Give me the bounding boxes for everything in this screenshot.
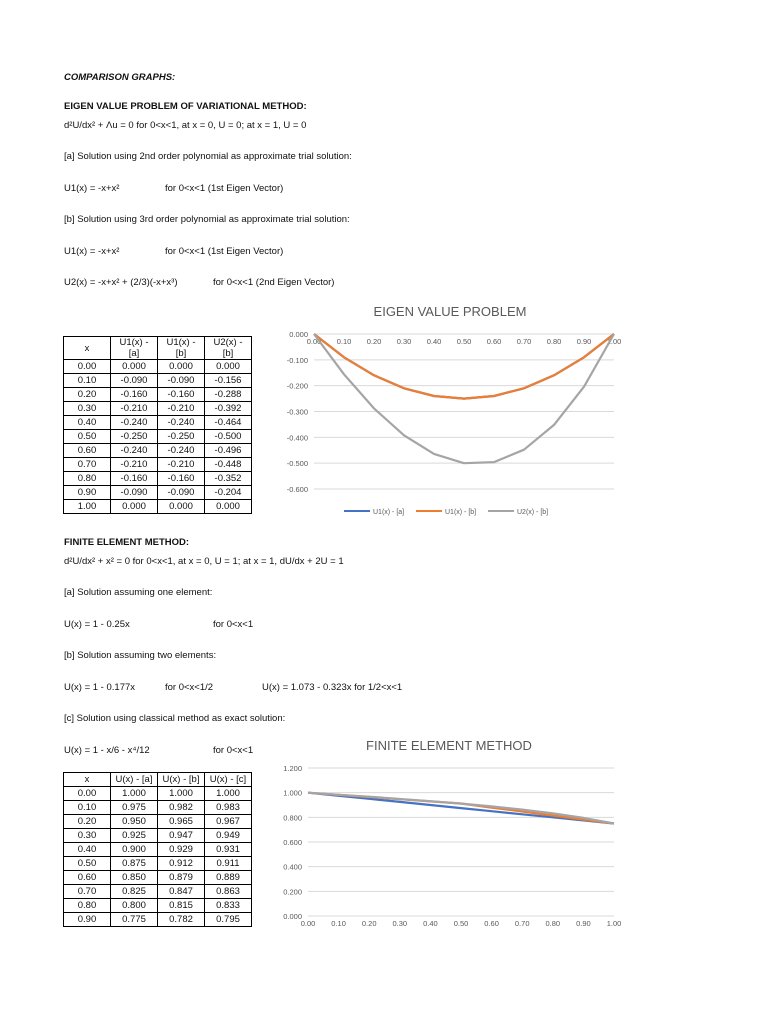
table-cell: 1.000 xyxy=(158,787,205,801)
table-cell: -0.288 xyxy=(205,388,252,402)
table-cell: 0.20 xyxy=(64,815,111,829)
legend-label: U1(x) - [b] xyxy=(445,509,477,516)
table-cell: 0.889 xyxy=(205,871,252,885)
y-tick-label: -0.400 xyxy=(286,433,308,443)
table-cell: -0.240 xyxy=(158,444,205,458)
table-cell: -0.160 xyxy=(111,388,158,402)
table-cell: 0.965 xyxy=(158,815,205,829)
fem-data-table xyxy=(63,772,252,927)
table-cell: -0.500 xyxy=(205,430,252,444)
y-tick-label: -0.300 xyxy=(286,407,308,417)
fem-header-cell: U(x) - [c] xyxy=(205,773,252,787)
table-row xyxy=(64,458,252,472)
x-tick-label: 0.80 xyxy=(546,337,562,346)
table-cell: 0.949 xyxy=(205,829,252,843)
table-row xyxy=(64,829,252,843)
table-row xyxy=(64,871,252,885)
table-cell: 0.20 xyxy=(64,388,111,402)
y-tick-label: -0.100 xyxy=(286,355,308,365)
fem-part-a: [a] Solution assuming one element: xyxy=(64,587,213,598)
table-cell: 0.50 xyxy=(64,430,111,444)
evp-a-range: for 0<x<1 (1st Eigen Vector) xyxy=(165,183,284,194)
table-cell: 0.782 xyxy=(158,913,205,927)
evp-b-equation-2: U2(x) = -x+x² + (2/3)(-x+x³) xyxy=(64,277,178,288)
table-cell: -0.240 xyxy=(111,444,158,458)
table-cell: -0.210 xyxy=(158,402,205,416)
x-tick-label: 0.70 xyxy=(516,337,532,346)
evp-header-cell: U2(x) - [b] xyxy=(205,337,252,360)
evp-b-range-1: for 0<x<1 (1st Eigen Vector) xyxy=(165,246,284,257)
table-row xyxy=(64,388,252,402)
table-cell: 0.911 xyxy=(205,857,252,871)
y-tick-label: 1.000 xyxy=(283,788,302,798)
fem-part-c: [c] Solution using classical method as exact solution: xyxy=(64,713,286,724)
evp-header-row xyxy=(64,337,252,360)
x-tick-label: 0.90 xyxy=(576,919,591,928)
y-tick-label: 0.200 xyxy=(283,887,302,897)
y-tick-label: -0.600 xyxy=(286,485,308,494)
table-cell: 0.950 xyxy=(111,815,158,829)
table-row xyxy=(64,430,252,444)
table-cell: 0.000 xyxy=(111,500,158,514)
x-tick-label: 0.90 xyxy=(576,337,592,346)
evp-equation: d²U/dx² + Λu = 0 for 0<x<1, at x = 0, U = 0; at x = 1, U = 0 xyxy=(64,120,307,131)
table-cell: 0.795 xyxy=(205,913,252,927)
fem-title: FINITE ELEMENT METHOD: xyxy=(64,537,190,548)
table-cell: -0.156 xyxy=(205,374,252,388)
y-tick-label: 0.800 xyxy=(283,813,302,823)
table-cell: -0.210 xyxy=(158,458,205,472)
fem-a-equation: U(x) = 1 - 0.25x xyxy=(64,619,130,630)
x-tick-label: 1.00 xyxy=(606,919,622,928)
table-cell: -0.250 xyxy=(111,430,158,444)
table-row xyxy=(64,486,252,500)
x-tick-label: 0.40 xyxy=(426,337,442,346)
table-cell: 0.775 xyxy=(111,913,158,927)
x-tick-label: 1.00 xyxy=(606,337,622,346)
x-tick-label: 0.10 xyxy=(331,919,346,928)
table-cell: 1.000 xyxy=(111,787,158,801)
table-cell: -0.210 xyxy=(111,458,158,472)
table-cell: -0.210 xyxy=(111,402,158,416)
table-cell: -0.392 xyxy=(205,402,252,416)
evp-header-cell: x xyxy=(64,337,111,360)
table-row xyxy=(64,444,252,458)
table-cell: -0.250 xyxy=(158,430,205,444)
x-tick-label: 0.50 xyxy=(453,919,469,928)
table-cell: 0.000 xyxy=(111,360,158,374)
fem-chart-svg xyxy=(262,734,632,934)
fem-header-row xyxy=(64,773,252,787)
table-row xyxy=(64,416,252,430)
table-cell: 0.10 xyxy=(64,801,111,815)
evp-part-b: [b] Solution using 3rd order polynomial as approximate trial solution: xyxy=(64,214,350,225)
x-tick-label: 0.30 xyxy=(396,337,412,346)
table-cell: -0.090 xyxy=(158,374,205,388)
x-tick-label: 0.70 xyxy=(514,919,530,928)
table-cell: 0.875 xyxy=(111,857,158,871)
evp-header-cell: U1(x) - [b] xyxy=(158,337,205,360)
table-cell: 0.850 xyxy=(111,871,158,885)
evp-chart-svg xyxy=(268,300,632,522)
evp-part-a: [a] Solution using 2nd order polynomial as approximate trial solution: xyxy=(64,151,352,162)
table-cell: -0.496 xyxy=(205,444,252,458)
fem-c-equation: U(x) = 1 - x/6 - x⁴/12 xyxy=(64,745,150,756)
table-cell: 0.000 xyxy=(158,360,205,374)
fem-a-range: for 0<x<1 xyxy=(213,619,254,630)
x-tick-label: 0.80 xyxy=(545,919,561,928)
y-tick-label: 0.000 xyxy=(289,330,308,339)
table-row xyxy=(64,787,252,801)
table-row xyxy=(64,815,252,829)
table-cell: 0.60 xyxy=(64,444,111,458)
table-cell: 0.931 xyxy=(205,843,252,857)
evp-header-cell: U1(x) - [a] xyxy=(111,337,158,360)
table-cell: 0.50 xyxy=(64,857,111,871)
table-cell: 0.912 xyxy=(158,857,205,871)
table-cell: 0.947 xyxy=(158,829,205,843)
table-cell: 0.925 xyxy=(111,829,158,843)
x-tick-label: 0.60 xyxy=(484,919,499,928)
table-cell: 1.000 xyxy=(205,787,252,801)
table-cell: -0.090 xyxy=(111,486,158,500)
table-cell: 0.800 xyxy=(111,899,158,913)
evp-b-equation-1: U1(x) = -x+x² xyxy=(64,246,120,257)
table-cell: -0.240 xyxy=(158,416,205,430)
x-tick-label: 0.40 xyxy=(423,919,438,928)
table-row xyxy=(64,857,252,871)
y-tick-label: -0.500 xyxy=(286,459,308,469)
chart-title: EIGEN VALUE PROBLEM xyxy=(373,304,527,319)
legend-label: U2(x) - [b] xyxy=(517,509,549,516)
evp-chart xyxy=(268,300,632,522)
table-cell: -0.090 xyxy=(111,374,158,388)
fem-b-equation-1: U(x) = 1 - 0.177x xyxy=(64,682,136,693)
evp-data-table xyxy=(63,336,252,514)
table-row xyxy=(64,885,252,899)
table-cell: 0.825 xyxy=(111,885,158,899)
y-tick-label: 0.600 xyxy=(283,838,302,847)
x-tick-label: 0.20 xyxy=(361,919,377,928)
table-cell: -0.160 xyxy=(158,472,205,486)
fem-c-range: for 0<x<1 xyxy=(213,745,254,756)
chart-title: FINITE ELEMENT METHOD xyxy=(366,738,532,753)
table-cell: 0.000 xyxy=(158,500,205,514)
table-cell: 0.000 xyxy=(205,360,252,374)
table-cell: 0.00 xyxy=(64,787,111,801)
table-cell: 0.982 xyxy=(158,801,205,815)
table-cell: 0.70 xyxy=(64,885,111,899)
table-cell: 0.90 xyxy=(64,486,111,500)
table-cell: -0.464 xyxy=(205,416,252,430)
x-tick-label: 0.60 xyxy=(486,337,502,346)
table-cell: 0.929 xyxy=(158,843,205,857)
table-cell: -0.204 xyxy=(205,486,252,500)
fem-chart xyxy=(262,734,632,934)
y-tick-label: 0.000 xyxy=(283,912,302,921)
table-cell: 0.40 xyxy=(64,416,111,430)
table-cell: 0.80 xyxy=(64,899,111,913)
fem-header-cell: x xyxy=(64,773,111,787)
fem-header-cell: U(x) - [a] xyxy=(111,773,158,787)
y-tick-label: 0.400 xyxy=(283,862,302,872)
table-cell: -0.240 xyxy=(111,416,158,430)
table-cell: 0.975 xyxy=(111,801,158,815)
table-cell: 0.863 xyxy=(205,885,252,899)
table-cell: 0.90 xyxy=(64,913,111,927)
table-cell: 0.40 xyxy=(64,843,111,857)
table-cell: 0.00 xyxy=(64,360,111,374)
table-cell: 0.847 xyxy=(158,885,205,899)
x-tick-label: 0.00 xyxy=(300,919,316,928)
table-cell: 0.60 xyxy=(64,871,111,885)
x-tick-label: 0.30 xyxy=(392,919,408,928)
fem-b-equation-2: U(x) = 1.073 - 0.323x for 1/2<x<1 xyxy=(262,682,403,693)
table-cell: -0.352 xyxy=(205,472,252,486)
fem-part-b: [b] Solution assuming two elements: xyxy=(64,650,217,661)
y-tick-label: 1.200 xyxy=(283,764,302,773)
table-cell: -0.448 xyxy=(205,458,252,472)
x-tick-label: 0.20 xyxy=(366,337,382,346)
legend-label: U1(x) - [a] xyxy=(373,509,405,516)
y-tick-label: -0.200 xyxy=(286,381,308,391)
table-cell: 0.80 xyxy=(64,472,111,486)
table-cell: 0.30 xyxy=(64,402,111,416)
x-tick-label: 0.10 xyxy=(336,337,352,346)
page-heading: COMPARISON GRAPHS: xyxy=(64,72,176,83)
table-cell: -0.160 xyxy=(158,388,205,402)
table-cell: 0.983 xyxy=(205,801,252,815)
table-cell: 0.833 xyxy=(205,899,252,913)
table-row xyxy=(64,360,252,374)
table-cell: 0.815 xyxy=(158,899,205,913)
series-line xyxy=(308,793,614,824)
table-row xyxy=(64,801,252,815)
fem-equation: d²U/dx² + x² = 0 for 0<x<1, at x = 0, U = 1; at x = 1, dU/dx + 2U = 1 xyxy=(64,556,344,567)
table-row xyxy=(64,402,252,416)
table-row xyxy=(64,913,252,927)
table-cell: 0.967 xyxy=(205,815,252,829)
table-cell: 0.70 xyxy=(64,458,111,472)
table-cell: 1.00 xyxy=(64,500,111,514)
evp-b-range-2: for 0<x<1 (2nd Eigen Vector) xyxy=(213,277,335,288)
fem-b-range-1: for 0<x<1/2 xyxy=(165,682,214,693)
table-row xyxy=(64,374,252,388)
table-row xyxy=(64,899,252,913)
table-cell: 0.900 xyxy=(111,843,158,857)
table-cell: -0.160 xyxy=(111,472,158,486)
table-cell: 0.10 xyxy=(64,374,111,388)
table-row xyxy=(64,500,252,514)
fem-header-cell: U(x) - [b] xyxy=(158,773,205,787)
table-row xyxy=(64,472,252,486)
table-cell: 0.30 xyxy=(64,829,111,843)
table-row xyxy=(64,843,252,857)
table-cell: 0.879 xyxy=(158,871,205,885)
evp-title: EIGEN VALUE PROBLEM OF VARIATIONAL METHOD: xyxy=(64,101,307,112)
table-cell: 0.000 xyxy=(205,500,252,514)
table-cell: -0.090 xyxy=(158,486,205,500)
evp-a-equation: U1(x) = -x+x² xyxy=(64,183,120,194)
x-tick-label: 0.50 xyxy=(456,337,472,346)
x-tick-label: 0.00 xyxy=(306,337,322,346)
